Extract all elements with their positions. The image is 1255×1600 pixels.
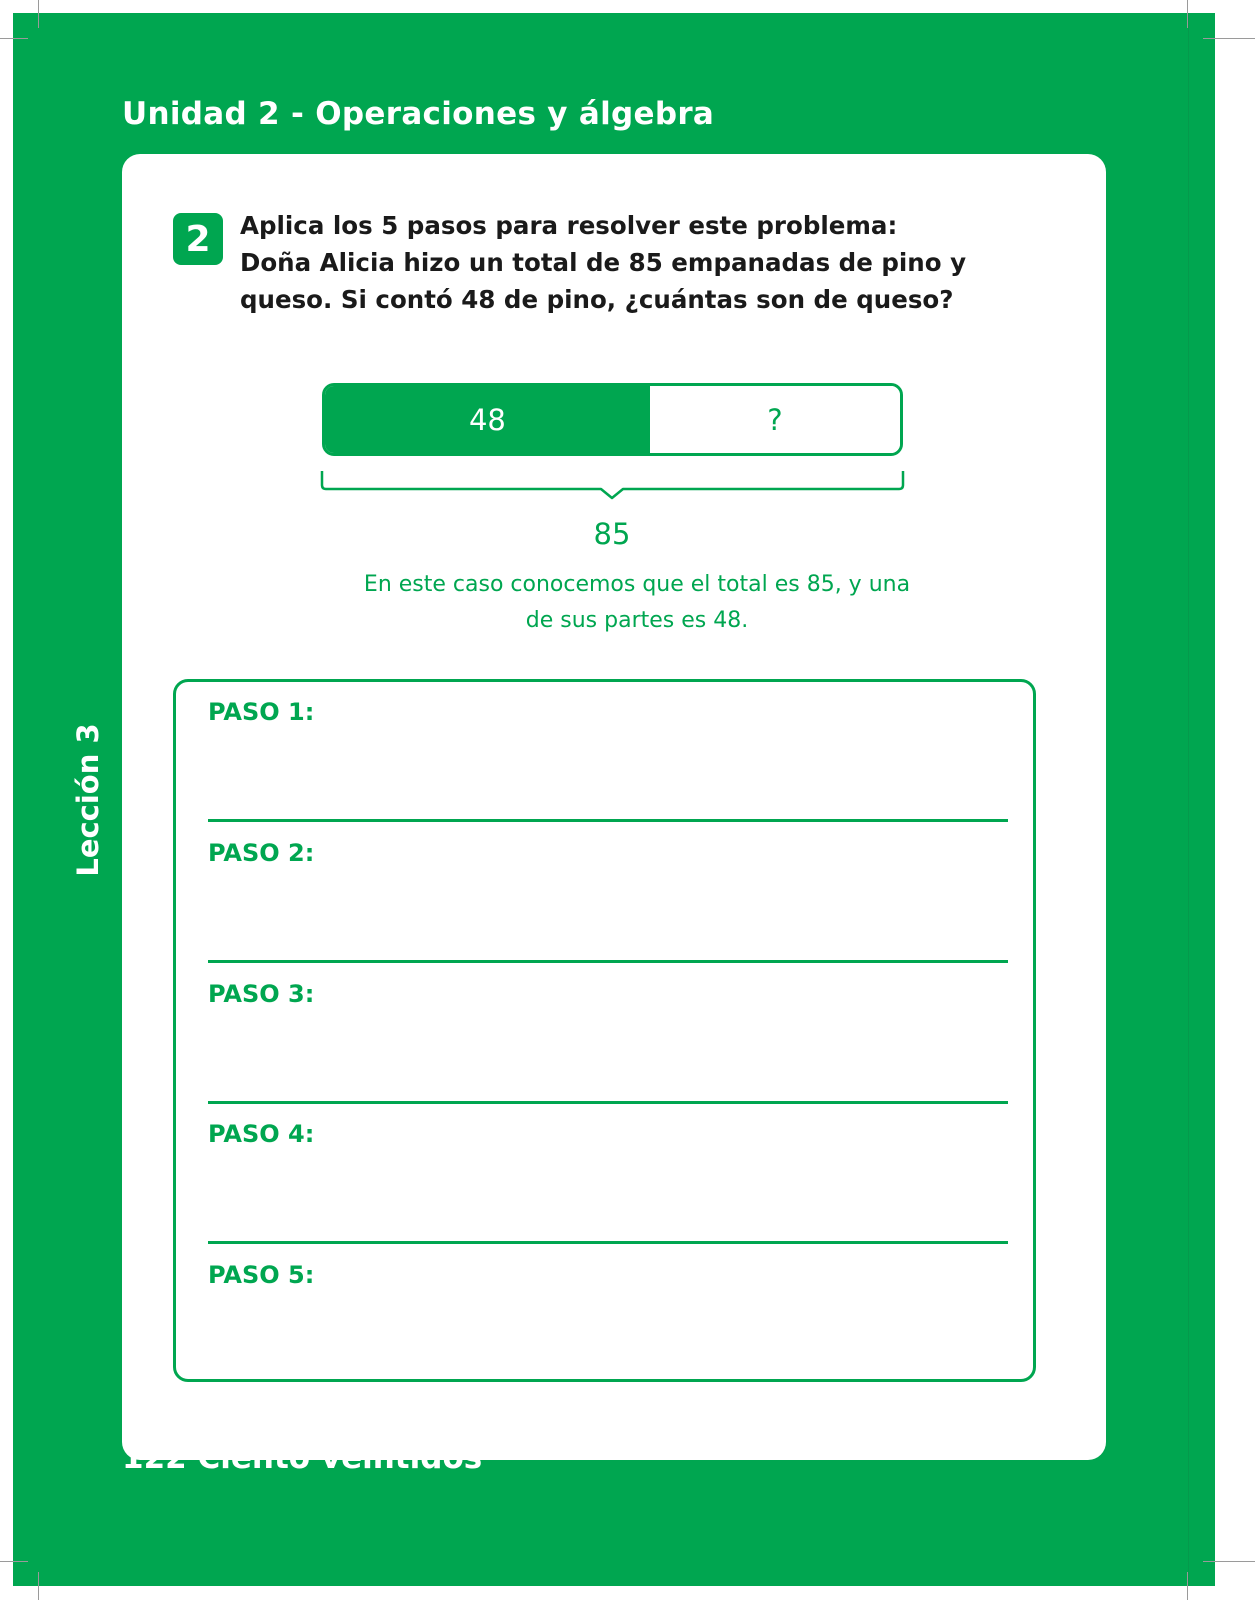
step-label: PASO 2: [208, 839, 315, 867]
exercise-number-badge: 2 [173, 213, 223, 265]
page-number: 122 Ciento veintidós [122, 1440, 483, 1476]
problem-line: Doña Alicia hizo un total de 85 empanadas de pino y [240, 248, 967, 277]
step-5[interactable] [208, 1245, 1008, 1385]
unit-title: Unidad 2 - Operaciones y álgebra [122, 96, 715, 132]
crop-mark [0, 38, 28, 39]
note-line: de sus partes es 48. [525, 608, 749, 633]
answer-line [208, 960, 1008, 963]
page-edge [1188, 13, 1215, 1586]
step-1[interactable] [208, 682, 1008, 822]
lesson-label-text: Lección 3 [71, 723, 105, 877]
crop-mark [38, 1572, 39, 1600]
crop-mark [0, 1561, 28, 1562]
problem-line: Aplica los 5 pasos para resolver este problema: [240, 211, 898, 240]
steps-box [173, 679, 1036, 1382]
crop-mark [1187, 0, 1188, 28]
explanation-note [322, 567, 952, 639]
total-brace [320, 469, 905, 511]
bar-total-label: 85 [593, 517, 631, 551]
step-label: PASO 1: [208, 698, 315, 726]
exercise-card [122, 154, 1106, 1460]
crop-mark [1203, 38, 1255, 39]
problem-line: queso. Si contó 48 de pino, ¿cuántas son de queso? [240, 285, 954, 314]
answer-line [208, 1241, 1008, 1244]
bar-unknown-part: ? [650, 386, 900, 453]
step-label: PASO 5: [208, 1261, 315, 1289]
crop-mark [38, 0, 39, 28]
step-4[interactable] [208, 1104, 1008, 1244]
lesson-side-label [58, 720, 118, 880]
step-label: PASO 3: [208, 980, 315, 1008]
step-2[interactable] [208, 823, 1008, 963]
answer-line [208, 819, 1008, 822]
problem-statement [240, 207, 980, 318]
note-line: En este caso conocemos que el total es 85, y una [363, 572, 911, 597]
crop-mark [1203, 1561, 1255, 1562]
crop-mark [1187, 1572, 1188, 1600]
step-3[interactable] [208, 964, 1008, 1104]
bar-known-part: 48 [325, 386, 650, 453]
step-label: PASO 4: [208, 1120, 315, 1148]
bar-model [322, 383, 903, 456]
